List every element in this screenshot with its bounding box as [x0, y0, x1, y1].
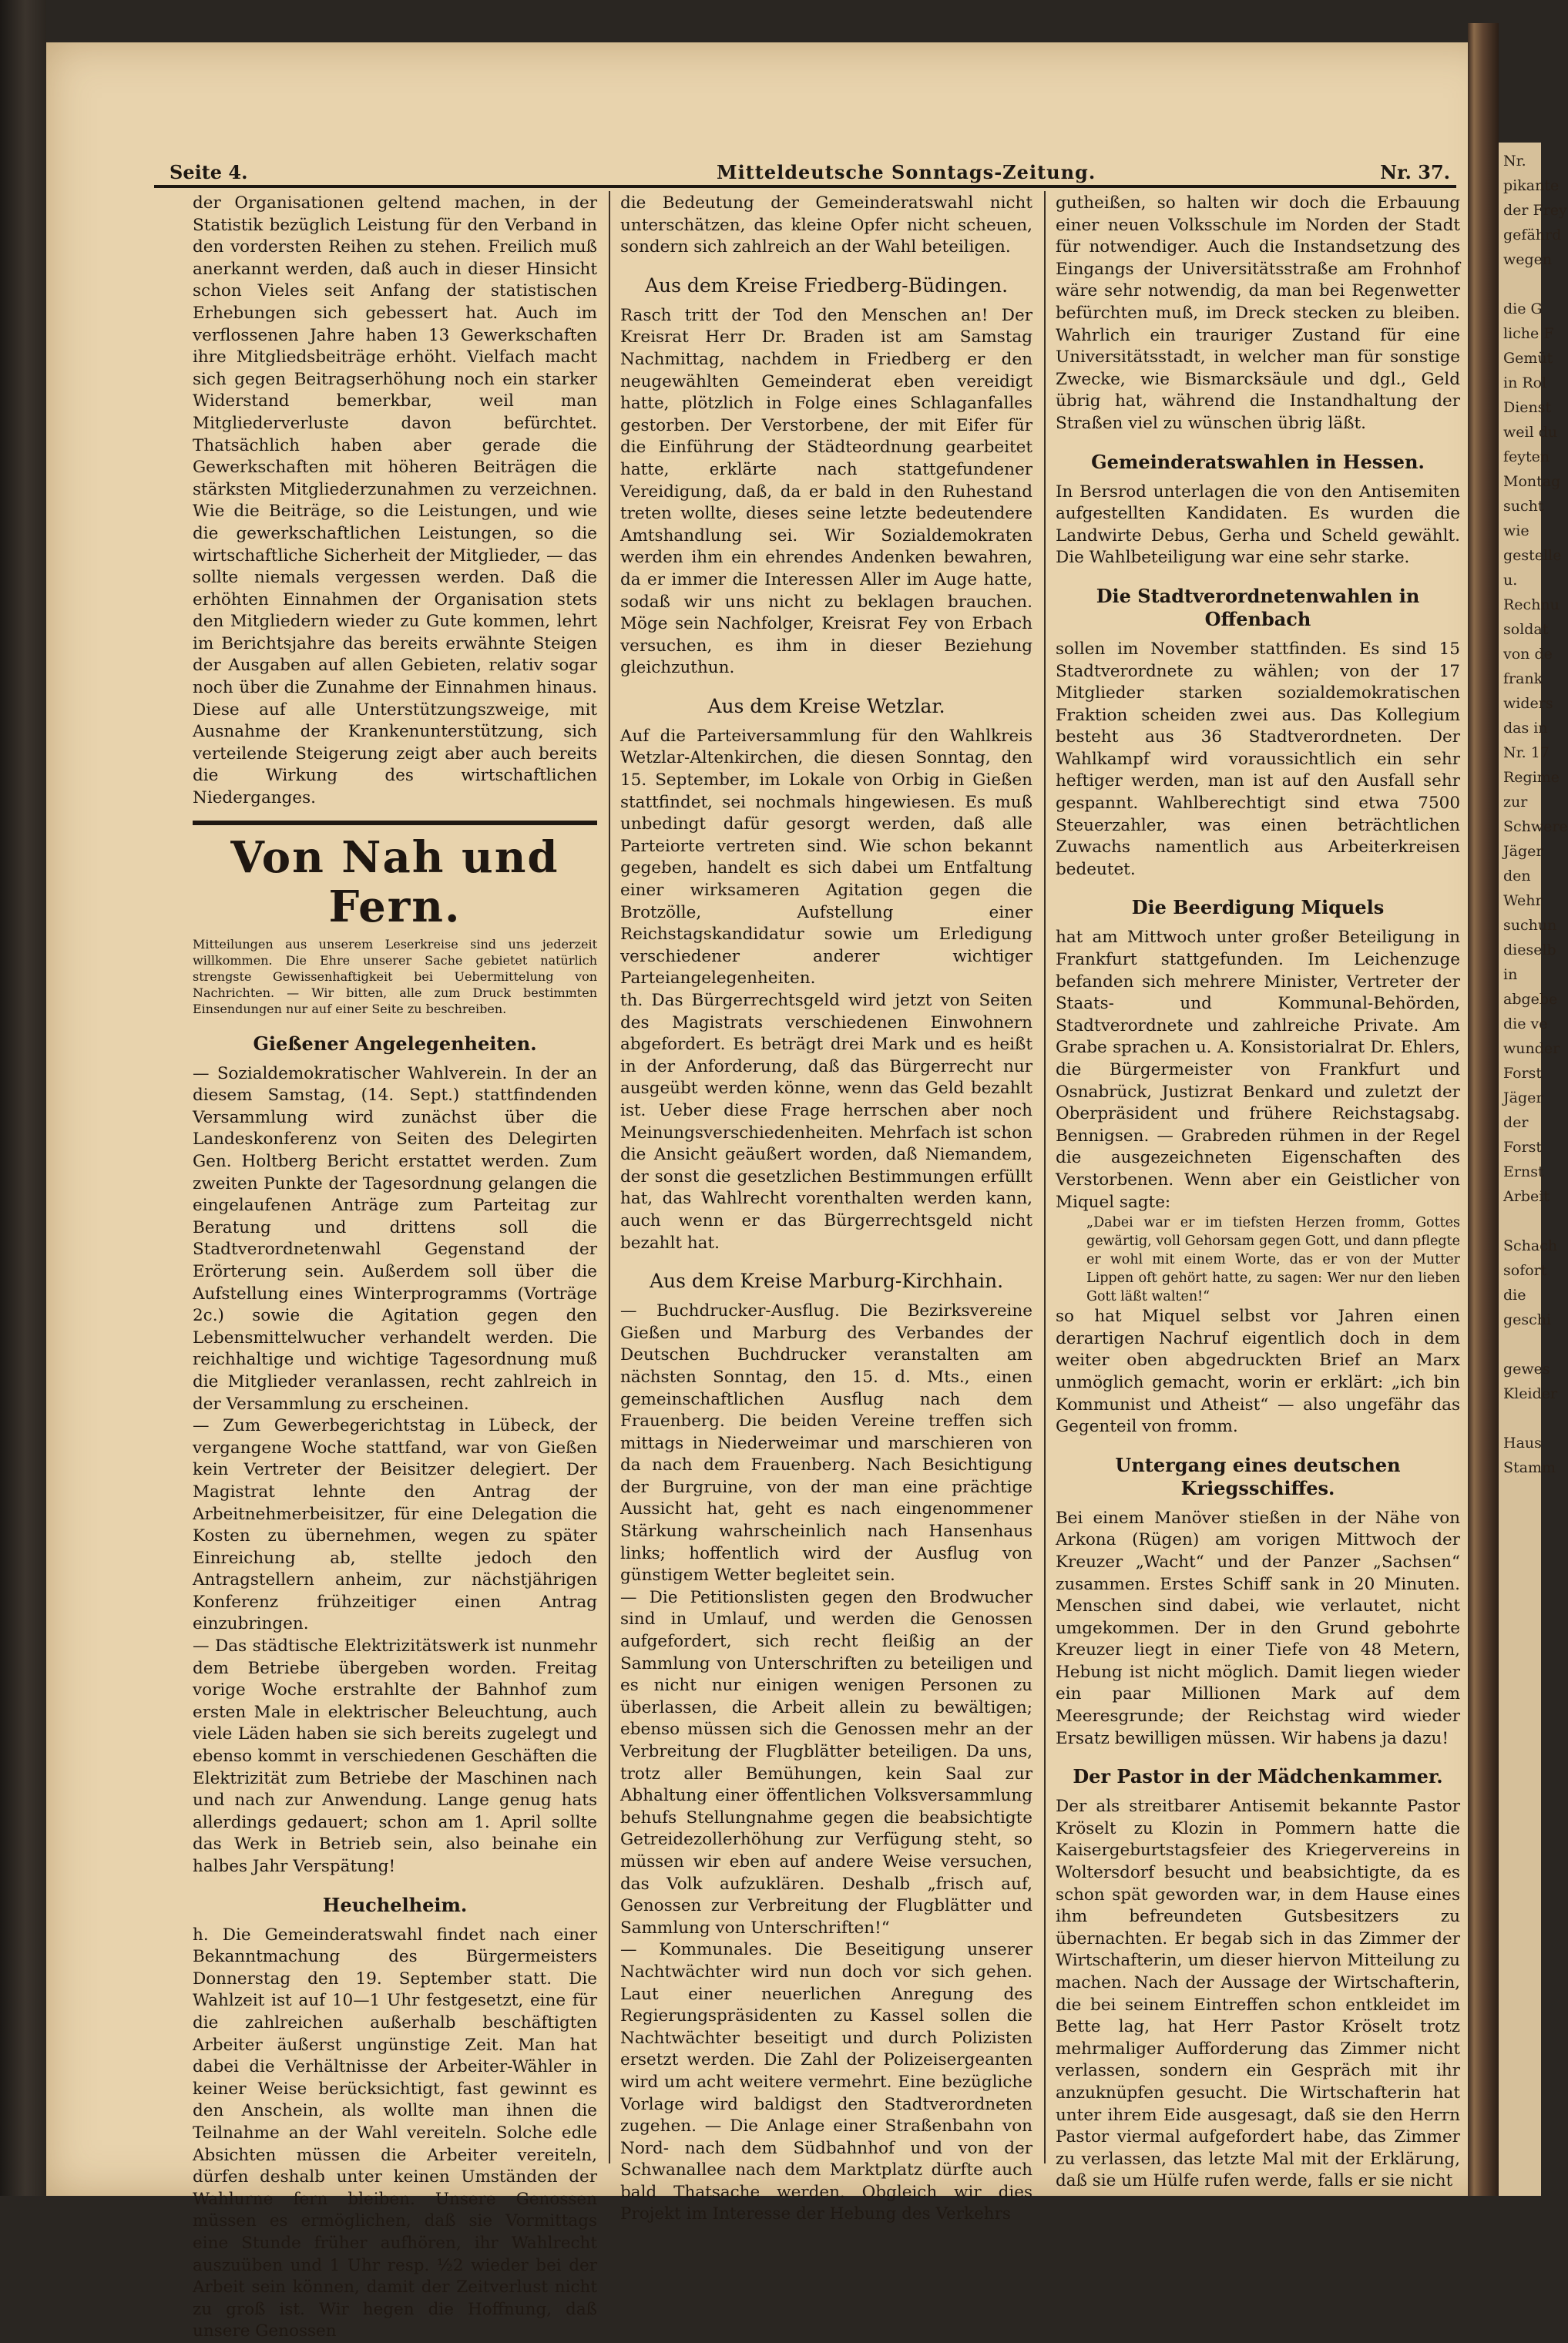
- column-2: [620, 193, 1032, 2224]
- next-page-fragment: weil du: [1503, 424, 1558, 441]
- next-page-fragments: [1499, 143, 1568, 1480]
- next-page-fragment: Forst: [1503, 1065, 1543, 1082]
- article-paragraph: so hat Miquel selbst vor Jahren einen derartigen Nachruf eigentlich doch in dem weiter oben abgedruckten Brief an Marx unmöglich gemacht, worin er erklärt: „ich bin Kommunist und Atheist“ — also ungefähr das Gegenteil von fromm.: [1056, 1307, 1460, 1437]
- next-page-fragment: der: [1503, 1114, 1529, 1131]
- column-rule: [609, 191, 610, 2163]
- article-paragraph: th. Das Bürgerrechtsgeld wird jetzt von Seiten des Magistrats verschiedenen Einwohnern abgefordert. Es beträgt drei Mark und es heißt in der Anforderung, daß das Bürgerrecht nur ausgeübt werden könne, wenn das Geld bezahlt ist. Ueber diese Frage herrschen aber noch Meinungsverschiedenheiten. Mehrfach ist schon die Ansicht geäußert worden, daß Niemandem, der sonst die gesetzlichen Bestimmungen erfüllt hat, das Wahlrecht vorenthalten werden kann, auch wenn er das Bürgerrechtsgeld nicht bezahlt hat.: [620, 991, 1032, 1253]
- next-page-fragment: wie: [1503, 522, 1529, 539]
- article-paragraph: — Die Petitionslisten gegen den Brodwucher sind in Umlauf, und werden die Genossen aufgefordert, sich recht fleißig an der Sammlung von Unterschriften zu beteiligen und es nicht nur einigen wenigen Personen zu überlassen, die Arbeit allein zu bewältigen; ebenso müssen sich die Genossen mehr an der Verbreitung der Flugblätter beteiligen. Da uns, trotz aller Bemühungen, kein Saal zur Abhaltung einer öffentlichen Volksversammlung behufs Stellungnahme gegen die beabsichtigte Getreidezollerhöhung zur Verfügung steht, so müssen wir eben auf andere Weise versuchen, das Volk aufzuklären. Deshalb „frisch auf, Genossen zur Verbreitung der Flugblätter und Sammlung von Unterschriften!“: [620, 1587, 1032, 1938]
- section-title: Von Nah und Fern.: [230, 831, 559, 932]
- next-page-fragment: gewes: [1503, 1361, 1550, 1378]
- next-page-fragment: Jäger: [1503, 1089, 1543, 1106]
- article-paragraph: Auf die Parteiversammlung für den Wahlkreis Wetzlar-Altenkirchen, die diesen Sonntag, den 15. September, im Lokale von Orbig in Gießen stattfindet, sei nochmals hingewiesen. Es muß unbedingt dafür gesorgt werden, daß alle Parteiorte vertreten sind. Wie schon bekannt gegeben, handelt es sich dabei um Entfaltung einer wirksameren Agitation gegen die Brotzölle, Aufstellung einer Reichstagskandidatur sowie um Erledigung verschiedener anderer wichtiger Parteiangelegenheiten.: [620, 726, 1032, 989]
- next-page-fragment: Dienst: [1503, 399, 1552, 416]
- next-page-fragment: in Rol: [1503, 374, 1547, 391]
- next-page-fragment: Rechnu: [1503, 596, 1560, 613]
- column-3: [1056, 193, 1460, 2191]
- article-heading: Heuchelheim.: [322, 1893, 468, 1916]
- next-page-fragment: wunder: [1503, 1040, 1560, 1057]
- newspaper-title: Mitteldeutsche Sonntags-Zeitung.: [717, 161, 1096, 183]
- next-page-fragment: in: [1503, 966, 1518, 983]
- column-rule: [1044, 191, 1046, 2163]
- next-page-fragment: die ve: [1503, 1015, 1548, 1032]
- article-paragraph: — Zum Gewerbegerichtstag in Lübeck, der vergangene Woche stattfand, war von Gießen kein Vertreter der Beisitzer delegiert. Der Magistrat lehnte den Antrag der Arbeitnehmerbeisitzer, für eine Delegation die Kosten zu übernehmen, wegen zu später Einreichung ab, stellte jedoch den Antragstellern anheim, zur nächstjährigen Konferenz frühzeitiger einen Antrag einzubringen.: [193, 1416, 597, 1634]
- article-paragraph: Bei einem Manöver stießen in der Nähe von Arkona (Rügen) am vorigen Mittwoch der Kreuzer „Wacht“ und der Panzer „Sachsen“ zusammen. Erstes Schiff sank in 20 Minuten. Menschen sind dabei, wie verlautet, nicht umgekommen. Der in den Grund gebohrte Kreuzer liegt in einer Tiefe von 48 Metern, Hebung ist nicht möglich. Damit liegen wieder ein paar Millionen Mark auf dem Meeresgrunde; der Reichstag wird wieder Ersatz bewilligen müssen. Wir habens ja dazu!: [1056, 1508, 1460, 1748]
- next-page-fragment: liche F: [1503, 325, 1554, 342]
- next-page-fragment: [1503, 1332, 1541, 1357]
- next-page-fragment: Schwere: [1503, 818, 1568, 835]
- article-paragraph: gutheißen, so halten wir doch die Erbauung einer neuen Volksschule im Norden der Stadt für notwendiger. Auch die Instandsetzung des Eingangs der Universitätsstraße am Frohnhof wäre sehr notwendig, da man bei Regenwetter befürchten muß, im Dreck stecken zu bleiben. Wahrlich ein trauriger Zustand für eine Universitätsstadt, in welcher man für sonstige Zwecke, wie Bismarcksäule und dgl., Geld übrig hat, während die Instandhaltung der Straßen viel zu wünschen übrig läßt.: [1056, 193, 1460, 433]
- next-page-fragment: Kleider: [1503, 1385, 1558, 1402]
- article-heading: Gemeinderatswahlen in Hessen.: [1091, 450, 1425, 473]
- next-page-fragment: dieselb: [1503, 942, 1556, 958]
- section-note: Mitteilungen aus unserem Leserkreise sind uns jederzeit willkommen. Die Ehre unserer Sache gebietet natürlich strengste Gewissenhaftigkeit bei Uebermittelung von Nachrichten. — Wir bitten, alle zum Druck bestimmten Einsendungen nur auf einer Seite zu beschreiben.: [193, 936, 597, 1016]
- next-page-fragment: frank: [1503, 670, 1543, 687]
- next-page-fragment: feyten: [1503, 448, 1550, 465]
- next-page-fragment: widers: [1503, 695, 1553, 712]
- article-paragraph: In Bersrod unterlagen die von den Antisemiten aufgestellten Kandidaten. Es wurden die Landwirte Debus, Gerha und Scheld gewählt. Die Wahlbeteiligung war eine sehr starke.: [1056, 482, 1460, 568]
- next-page-fragment: sucht: [1503, 498, 1544, 515]
- next-page-fragment: [1503, 1209, 1541, 1234]
- next-page-fragment: Gemüt: [1503, 350, 1553, 367]
- header-rule: [154, 185, 1456, 188]
- issue-number: Nr. 37.: [1380, 161, 1450, 183]
- next-page-fragment: Jäger: [1503, 843, 1543, 860]
- next-page-fragment: Nr. 17: [1503, 744, 1550, 761]
- page-header: [154, 158, 1456, 189]
- next-page-fragment: Ernst: [1503, 1163, 1544, 1180]
- next-page-fragment: von de: [1503, 646, 1553, 663]
- next-page-fragment: Arbeit: [1503, 1188, 1550, 1205]
- article-heading: Aus dem Kreise Wetzlar.: [707, 694, 945, 717]
- article-heading: Untergang eines deutschen Kriegsschiffes.: [1115, 1453, 1401, 1499]
- page-label: Seite 4.: [170, 161, 248, 183]
- next-page-fragment: Montag: [1503, 473, 1561, 490]
- next-page-fragment: soldat: [1503, 621, 1549, 638]
- next-page-fragment: Nr.: [1503, 153, 1526, 170]
- next-page-fragment: der Frey: [1503, 202, 1567, 219]
- article-paragraph: Der als streitbarer Antisemit bekannte Pastor Kröselt zu Klozin in Pommern hatte die Kaisergeburtstagsfeier des Kriegervereins in Woltersdorf besucht und beabsichtigte, da es schon spät geworden war, in dem Hause eines ihm befreundeten Gutsbesitzers zu übernachten. Er begab sich in das Zimmer der Wirtschafterin, um dieser hiervon Mitteilung zu machen. Nach der Aussage der Wirtschafterin, die bei seinem Eintreffen schon entkleidet im Bette lag, hat Herr Pastor Kröselt trotz mehrmaliger Aufforderung das Zimmer nicht verlassen, sondern ein Gespräch mit ihr anzuknüpfen gesucht. Die Wirtschafterin hat unter ihrem Eide ausgesagt, daß sie den Herrn Pastor viermal aufgefordert habe, das Zimmer zu verlassen, das letzte Mal mit der Erklärung, daß sie um Hülfe rufen werde, falls er sie nicht: [1056, 1797, 1460, 2191]
- next-page-fragment: u.: [1503, 572, 1518, 589]
- next-page-edge: [1499, 143, 1568, 2196]
- next-page-fragment: Haus: [1503, 1435, 1542, 1452]
- next-page-fragment: gestelle: [1503, 547, 1562, 564]
- next-page-fragment: wegen: [1503, 251, 1553, 268]
- article-heading: Aus dem Kreise Friedberg-Büdingen.: [644, 274, 1009, 297]
- next-page-fragment: Forst: [1503, 1139, 1543, 1156]
- column-1: [193, 193, 597, 2341]
- next-page-fragment: den: [1503, 868, 1531, 884]
- section-rule: [193, 821, 597, 825]
- article-paragraph: Rasch tritt der Tod den Menschen an! Der Kreisrat Herr Dr. Braden ist am Samstag Nachmittag, nachdem in Friedberg er den neugewählten Gemeinderat eben vereidigt hatte, plötzlich in Folge eines Schlaganfalles gestorben. Der Verstorbene, der mit Eifer für die Einführung der Städteordnung gearbeitet hatte, erklärte nach stattgefundener Vereidigung, daß, da er bald in den Ruhestand treten wollte, dieses seine letzte bedeutendere Amtshandlung sei. Wir Sozialdemokraten werden ihm ein ehrendes Andenken bewahren, da er immer die Interessen Aller im Auge hatte, sodaß wir uns nicht zu beklagen brauchen. Möge sein Nachfolger, Kreisrat Fey von Erbach versuchen, es ihm in dieser Beziehung gleichzuthun.: [620, 305, 1032, 678]
- article-heading: Gießener Angelegenheiten.: [253, 1032, 537, 1055]
- article-paragraph: hat am Mittwoch unter großer Beteiligung in Frankfurt stattgefunden. Im Leichenzuge befanden sich mehrere Minister, Vertreter der Staats- und Kommunal-Behörden, Stadtverordnete und zahlreiche Private. Am Grabe sprachen u. A. Konsistorialrat Dr. Ehlers, die Bürgermeister von Frankfurt und Osnabrück, Justizrat Benkard und zuletzt der Oberpräsident und frühere Reichstagsabg. Bennigsen. — Grabreden rühmen in der Regel die ausgezeichneten Eigenschaften des Verstorbenen. Wenn aber ein Geistlicher von Miquel sagte:: [1056, 928, 1460, 1212]
- book-binding: [0, 0, 46, 2196]
- article-paragraph: — Sozialdemokratischer Wahlverein. In der an diesem Samstag, (14. Sept.) stattfindenden Versammlung wird zunächst über die Landeskonferenz von Seiten des Delegirten Gen. Holtberg Bericht erstattet werden. Zum zweiten Punkte der Tagesordnung gelangen die eingelaufenen Anträge zum Parteitag zur Beratung und drittens soll die Stadtverordnetenwahl Gegenstand der Erörterung sein. Außerdem soll über die Aufstellung eines Winterprogramms (Vorträge 2c.) sowie die Agitation gegen den Lebensmittelwucher verhandelt werden. Die reichhaltige und wichtige Tagesordnung muß die Mitglieder veranlassen, recht zahlreich in der Versammlung zu erscheinen.: [193, 1063, 597, 1414]
- article-paragraph: — Buchdrucker-Ausflug. Die Bezirksvereine Gießen und Marburg des Verbandes der Deutschen Buchdrucker veranstalten am nächsten Sonntag, den 15. d. Mts., einen gemeinschaftlichen Ausflug nach dem Frauenberg. Die beiden Vereine treffen sich mittags in Niederweimar und marschieren von da nach dem Frauenberg. Nach Besichtigung der Burgruine, von der man eine prächtige Aussicht hat, geht es nach eingenommener Stärkung wahrscheinlich nach Hansenhaus links; hoffentlich wird der Ausflug von günstigem Wetter begleitet sein.: [620, 1301, 1032, 1586]
- next-page-fragment: [1503, 272, 1541, 297]
- next-page-fragment: Stamm: [1503, 1459, 1556, 1476]
- next-page-fragment: sofort: [1503, 1262, 1547, 1279]
- article-heading: Die Stadtverordnetenwahlen in Offenbach: [1096, 584, 1420, 630]
- article-paragraph: der Organisationen geltend machen, in der Statistik bezüglich Leistung für den Verband in den vordersten Reihen zu stehen. Freilich muß anerkannt werden, daß auch in dieser Hinsicht schon Vieles seit Anfang der statistischen Erhebungen sich gebessert hat. Auch im verflossenen Jahre haben 13 Gewerkschaften ihre Mitgliedsbeiträge erhöht. Vielfach macht sich gegen Beitragserhöhung noch ein starker Widerstand bemerkbar, weil man Mitgliederverluste davon befürchtet. Thatsächlich haben aber gerade die Gewerkschaften mit höheren Beiträgen die stärksten Mitgliederzunahmen zu verzeichnen. Wie die Beiträge, so die Leistungen, und wie die gewerkschaftlichen Leistungen, so die wirtschaftliche Sicherheit der Mitglieder, — das sollte niemals vergessen werden. Daß die erhöhten Einnahmen der Organisation stets den Mitgliedern wieder zu Gute kommen, lehrt im Berichtsjahre das bereits erwähnte Steigen der Ausgaben auf allen Gebieten, relativ sogar noch über die Zunahme der Einnahmen hinaus. Diese auf alle Unterstützungszweige, mit Ausnahme der Krankenunterstützung, sich verteilende Steigerung zeigt aber auch bereits die Wirkung des wirtschaftlichen Niederganges.: [193, 193, 597, 808]
- page-gutter: [1468, 23, 1499, 2196]
- next-page-fragment: abgebe: [1503, 991, 1558, 1008]
- next-page-fragment: das in: [1503, 720, 1548, 737]
- article-paragraph: die Bedeutung der Gemeinderatswahl nicht unterschätzen, das kleine Opfer nicht scheuen, sondern sich zahlreich an der Wahl beteiligen.: [620, 193, 1032, 257]
- article-heading: Die Beerdigung Miquels: [1131, 896, 1385, 919]
- next-page-fragment: Schach: [1503, 1237, 1558, 1254]
- quotation: „Dabei war er im tiefsten Herzen fromm, Gottes gewärtig, voll Gehorsam gegen Gott, und dann pflegte er wohl mit einem Worte, das er von der Mutter Lippen oft gehört hatte, zu sagen: Wer nur den lieben Gott läßt walten!“: [1086, 1215, 1460, 1305]
- next-page-fragment: suchun: [1503, 917, 1557, 934]
- next-page-fragment: zur: [1503, 794, 1528, 811]
- article-heading: Aus dem Kreise Marburg-Kirchhain.: [649, 1270, 1004, 1293]
- next-page-fragment: die G: [1503, 300, 1543, 317]
- next-page-fragment: gefährd: [1503, 227, 1562, 243]
- next-page-fragment: pikante: [1503, 177, 1560, 194]
- next-page-fragment: Wehr: [1503, 892, 1543, 909]
- next-page-fragment: Regime: [1503, 769, 1560, 786]
- article-paragraph: sollen im November stattfinden. Es sind 15 Stadtverordnete zu wählen; von der 17 Mitglieder starken sozialdemokratischen Fraktion scheiden zwei aus. Das Kollegium besteht aus 36 Stadtverordneten. Der Wahlkampf wird voraussichtlich ein sehr heftiger werden, man ist auf den Ausfall sehr gespannt. Wahlberechtigt sind etwa 7500 Steuerzahler, was einen beträchtlichen Zuwachs namentlich aus Arbeiterkreisen bedeutet.: [1056, 639, 1460, 879]
- article-heading: Der Pastor in der Mädchenkammer.: [1073, 1765, 1443, 1788]
- next-page-fragment: [1503, 1406, 1541, 1431]
- article-paragraph: — Das städtische Elektrizitätswerk ist nunmehr dem Betriebe übergeben worden. Freitag vorige Woche erstrahlte der Bahnhof zum ersten Male in elektrischer Beleuchtung, auch viele Läden haben sie sich bereits zugelegt und ebenso kommt in verschiedenen Geschäften die Elektrizität zum Betriebe der Maschinen nach und nach zur Anwendung. Lange genug hats allerdings gedauert; schon am 1. April sollte das Werk in Betrieb sein, also beinahe ein halbes Jahr Verspätung!: [193, 1636, 597, 1876]
- article-paragraph: h. Die Gemeinderatswahl findet nach einer Bekanntmachung des Bürgermeisters Donnerstag den 19. September statt. Die Wahlzeit ist auf 10—1 Uhr festgesetzt, eine für die zahlreichen außerhalb beschäftigten Arbeiter äußerst ungünstige Zeit. Man hat dabei die Verhältnisse der Arbeiter-Wähler in keiner Weise berücksichtigt, fast gewinnt es den Anschein, als wollte man ihnen die Teilnahme an der Wahl vereiteln. Solche edle Absichten müssen die Arbeiter vereiteln, dürfen deshalb unter keinen Umständen der Wahlurne fern bleiben. Unsere Genossen müssen es ermöglichen, daß sie Vormittags eine Stunde früher aufhören, ihr Wahlrecht auszuüben und 1 Uhr resp. ½2 wieder bei der Arbeit sein können, damit der Zeitverlust nicht zu groß ist. Wir hegen die Hoffnung, daß unsere Genossen: [193, 1925, 597, 2341]
- article-paragraph: — Kommunales. Die Beseitigung unserer Nachtwächter wird nun doch vor sich gehen. Laut einer neuerlichen Anregung des Regierungspräsidenten zu Kassel sollen die Nachtwächter beseitigt und durch Polizisten ersetzt werden. Die Zahl der Polizeisergeanten wird um acht weitere vermehrt. Eine bezügliche Vorlage wird baldigst den Stadtverordneten zugehen. — Die Anlage einer Straßenbahn von Nord- nach dem Südbahnhof und von der Schwanallee nach dem Marktplatz dürfte auch bald Thatsache werden. Obgleich wir dies Projekt im Interesse der Hebung des Verkehrs: [620, 1940, 1032, 2224]
- next-page-fragment: geschi: [1503, 1311, 1552, 1328]
- next-page-fragment: die: [1503, 1287, 1526, 1304]
